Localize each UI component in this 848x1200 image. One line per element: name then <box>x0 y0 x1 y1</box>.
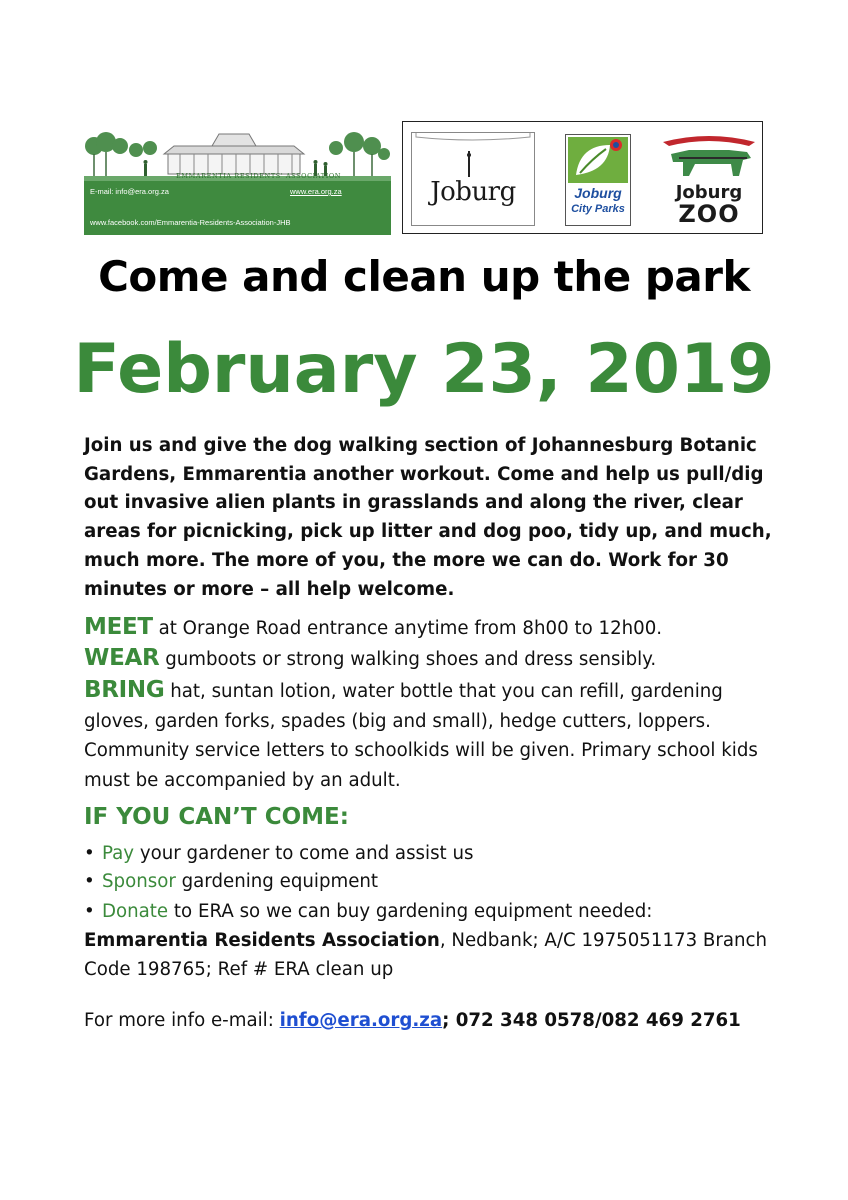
bullet-action: Donate <box>102 901 169 922</box>
partner-logos-box <box>402 121 763 234</box>
cant-come-heading: IF YOU CAN’T COME: <box>84 804 349 830</box>
page-title: Come and clean up the park <box>98 252 750 301</box>
bank-account-name: Emmarentia Residents Association <box>84 930 440 951</box>
bullet-text: to ERA so we can buy gardening equipment needed: <box>168 901 653 922</box>
bullet-point: • <box>84 843 95 864</box>
era-name: EMMARENTIA RESIDENTS' ASSOCIATION <box>176 172 342 180</box>
bank-details <box>84 926 774 984</box>
phone-numbers: ; 072 348 0578/082 469 2761 <box>442 1010 741 1031</box>
bullet-action: Sponsor <box>102 871 176 892</box>
era-banner <box>84 124 391 235</box>
bullet-point: • <box>84 901 95 922</box>
list-item <box>84 868 378 896</box>
bring-keyword: BRING <box>84 677 165 703</box>
intro-paragraph: Join us and give the dog walking section of Johannesburg Botanic Gardens, Emmarentia another workout. Come and help us pull/dig out invasive alien plants in grasslands and along the river, clear areas for picnicking, pick up litter and dog poo, tidy up, and much, much more. The more of you, the more we can do. Work for 30 minutes or more – all help welcome. <box>84 435 772 600</box>
era-website-link[interactable]: www.era.org.za <box>290 187 342 196</box>
wild-dog-icon <box>659 132 759 182</box>
bullet-text: your gardener to come and assist us <box>134 843 474 864</box>
contact-prefix: For more info e-mail: <box>84 1010 280 1031</box>
city-parks-line1: Joburg <box>574 185 622 201</box>
joburg-city-parks-logo <box>565 134 631 226</box>
bullet-text: gardening equipment <box>175 871 379 892</box>
bullet-action: Pay <box>102 843 135 864</box>
wear-keyword: WEAR <box>84 645 160 671</box>
bring-paragraph <box>84 676 774 795</box>
meet-line <box>84 612 774 644</box>
email-link[interactable]: info@era.org.za <box>279 1010 443 1031</box>
wear-text: gumboots or strong walking shoes and dress sensibly. <box>159 649 657 670</box>
era-contact-strip <box>84 181 391 235</box>
wear-line <box>84 643 774 675</box>
joburg-tower-icon <box>412 133 534 177</box>
joburg-logo <box>411 132 535 226</box>
meet-keyword: MEET <box>84 614 153 640</box>
contact-line <box>84 1010 741 1031</box>
leaf-icon <box>566 135 630 185</box>
city-parks-line2: City Parks <box>571 203 625 215</box>
list-item <box>84 898 652 926</box>
joburg-zoo-logo <box>659 132 759 228</box>
bank-account-details: , Nedbank; A/C 1975051173 Branch Code 198765; Ref # ERA clean up <box>84 930 768 980</box>
era-email-line[interactable]: E-mail: info@era.org.za <box>90 187 169 196</box>
joburg-wordmark: Joburg <box>430 177 516 207</box>
list-item <box>84 840 473 868</box>
bullet-point: • <box>84 871 95 892</box>
era-facebook-link[interactable]: www.facebook.com/Emmarentia-Residents-Association-JHB <box>90 218 291 227</box>
zoo-line2: ZOO <box>678 200 740 228</box>
event-date: February 23, 2019 <box>73 330 775 409</box>
meet-text: at Orange Road entrance anytime from 8h00 to 12h00. <box>152 618 663 639</box>
bring-text: hat, suntan lotion, water bottle that you can refill, gardening gloves, garden forks, spades (big and small), hedge cutters, loppers. Community service letters to schoolkids will be given. Primary school kids must be accompanied by an adult. <box>84 681 758 791</box>
zoo-line1: Joburg <box>675 182 743 203</box>
